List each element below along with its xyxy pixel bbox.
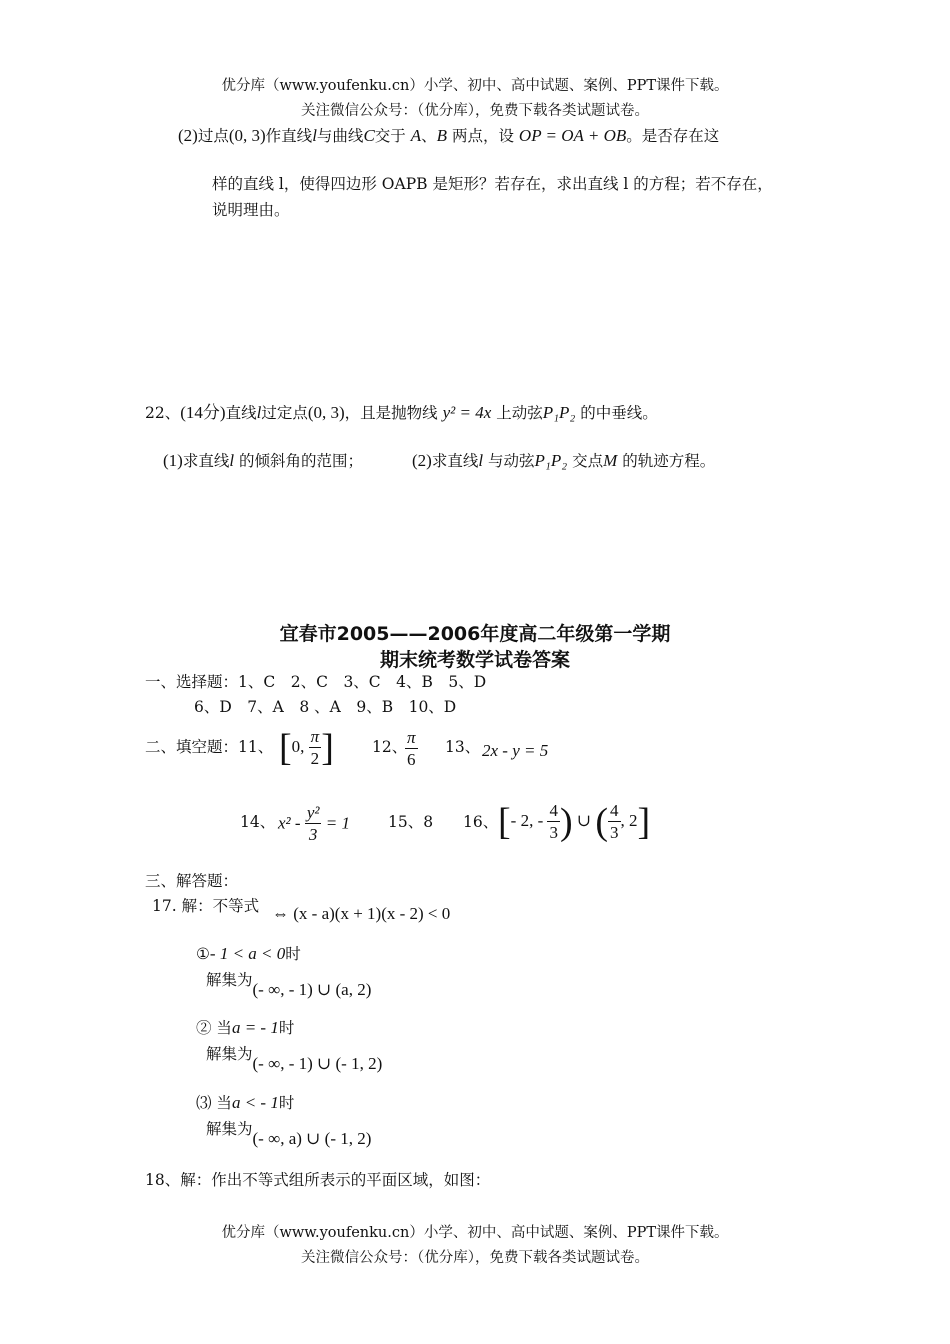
answer-12-fraction [405, 728, 418, 771]
q22-line-l: l [256, 403, 262, 422]
q17-case-2-label: ② 当 [196, 1019, 232, 1037]
q22-part2-mid: 与动弦 [488, 452, 535, 470]
q21-part2-label: (2) [178, 126, 198, 145]
footer-line-1: 优分库（www.youfenku.cn）小学、初中、高中试题、案例、PPT课件下载。 [221, 1225, 729, 1241]
answer-16-left: - 2, - [510, 810, 548, 830]
q17-case-1 [196, 942, 301, 964]
answer-16-fraction-2 [608, 801, 621, 844]
q17-case-3-solution-set: (- ∞, a) ∪ (- 1, 2) [252, 1129, 372, 1148]
q17-case-2-solution-label: 解集为 [206, 1045, 253, 1063]
answer-16-close-paren: ) [559, 801, 573, 843]
answer-14-post: = 1 [321, 813, 350, 833]
q22-part2-mid2: 交点 [572, 452, 604, 470]
q22-part2-l: l [478, 451, 484, 470]
q22-parabola: y² = 4x [442, 403, 492, 422]
answer-13-number: 13、 [445, 738, 481, 756]
q21-text-5: 两点，设 [451, 127, 514, 145]
header-line-1: 优分库（www.youfenku.cn）小学、初中、高中试题、案例、PPT课件下载。 [221, 78, 729, 94]
q17-case-3-shi: 时 [278, 1094, 295, 1112]
answer-14-pre: x² - [278, 813, 305, 833]
answer-13: 2x - y = 5 [482, 741, 549, 760]
q22-number: 22、 [145, 404, 181, 422]
answer-11-open-bracket: [ [279, 727, 292, 769]
q22-part2-m: M [603, 451, 618, 470]
section2-label: 二、填空题：11、 [145, 738, 274, 756]
q17-case-1-shi: 时 [285, 945, 301, 963]
answer-16-f1-num: 4 [549, 800, 558, 820]
q21-part2-line2: 样的直线 l，使得四边形 OAPB 是矩形？若存在，求出直线 l 的方程；若不存在， [212, 175, 773, 193]
q21-curve-c: C [363, 126, 375, 145]
q22-part1 [163, 449, 363, 471]
q21-sep: 、 [421, 127, 437, 145]
q21-text-1: 过点 [197, 127, 229, 145]
q17-case-1-solution-label: 解集为 [206, 971, 253, 989]
answer-14-num: y² [306, 803, 320, 822]
answer-12-number: 12、 [372, 738, 408, 756]
q17-case-2-condition: a = - 1 [231, 1018, 279, 1037]
q21-vector-eq: OP = OA + OB [518, 126, 627, 145]
q17-case-2-shi: 时 [278, 1019, 295, 1037]
q21-line-l: l [312, 126, 317, 145]
answer-11-fraction [309, 727, 322, 770]
q21-text-4: 交于 [374, 127, 406, 145]
answer-16-open-bracket: [ [498, 801, 511, 843]
q21-part2-line3: 说明理由。 [212, 201, 290, 219]
answer-16 [498, 800, 650, 844]
answer-16-fraction-1 [547, 801, 560, 844]
q21-text-2: 作直线 [265, 127, 313, 145]
q17-case-3-solution [206, 1117, 372, 1148]
section1-line-1: 一、选择题：1、C 2、C 3、C 4、B 5、D [145, 673, 487, 691]
q22-part2-chord: P₁P₂ [534, 451, 568, 470]
answer-16-open-paren: ( [595, 801, 609, 843]
answer-16-f2-num: 4 [610, 800, 619, 820]
q17-case-3 [196, 1091, 294, 1113]
q17-case-3-condition: a < - 1 [231, 1093, 279, 1112]
answer-11 [279, 726, 334, 770]
q18-text: 18、解：作出不等式组所表示的平面区域，如图： [145, 1171, 491, 1189]
answer-12-num: π [407, 728, 416, 747]
section3-label: 三、解答题： [145, 872, 239, 890]
answer-14-den: 3 [308, 825, 318, 844]
q22-text-1: 直线 [225, 404, 257, 422]
header-line-2: 关注微信公众号：（优分库），免费下载各类试题试卷。 [301, 103, 649, 119]
q17-case-3-label: ⑶ 当 [196, 1094, 232, 1112]
q22-part2-tail: 的轨迹方程。 [622, 452, 716, 470]
q22-text-3: ，且是抛物线 [344, 404, 438, 422]
q22-part2-text: 求直线 [431, 452, 479, 470]
answer-11-num: π [310, 726, 320, 746]
answer-12-den: 6 [407, 750, 416, 769]
q21-text-3: 与曲线 [316, 127, 364, 145]
q22-part1-label: (1) [163, 451, 183, 470]
q22-part2 [412, 449, 715, 471]
q17-case-1-label: ① [196, 945, 210, 963]
q17-case-2-solution-set: (- ∞, - 1) ∪ (- 1, 2) [252, 1054, 383, 1073]
answers-title-line-1: 宜春市2005——2006年度高二年级第一学期 [279, 623, 671, 645]
q22-text-5: 的中垂线。 [580, 404, 658, 422]
answer-11-den: 2 [310, 748, 320, 768]
q21-text-6: 。是否存在这 [626, 127, 720, 145]
answer-14-fraction [305, 803, 322, 846]
q22-part1-text: 求直线 [182, 452, 230, 470]
answer-12 [405, 728, 418, 771]
q22-part1-l: l [229, 451, 235, 470]
section1-line-2: 6、D 7、A 8 、A 9、B 10、D [194, 698, 457, 716]
q21-point-a: A [410, 126, 422, 145]
q21-point: (0, 3) [228, 126, 266, 145]
answer-15: 15、8 [388, 813, 434, 831]
q22-score: (14分) [180, 403, 226, 422]
answer-11-close-bracket: ] [321, 727, 334, 769]
answers-title-line-2: 期末统考数学试卷答案 [379, 649, 570, 671]
q22-text-4: 上动弦 [496, 404, 543, 422]
footer-line-2: 关注微信公众号：（优分库），免费下载各类试题试卷。 [301, 1250, 649, 1266]
answer-16-union: ∪ [576, 810, 592, 830]
answer-16-f2-den: 3 [610, 822, 619, 842]
q17-case-2 [196, 1016, 294, 1038]
q22-point: (0, 3) [307, 403, 345, 422]
answer-14-number: 14、 [240, 813, 276, 831]
q17-case-1-solution [206, 968, 372, 999]
q22-part2-label: (2) [412, 451, 432, 470]
q17-equivalence: ⇔ (x - a)(x + 1)(x - 2) < 0 [272, 904, 451, 923]
q17-head: 17. 解：不等式 [152, 897, 260, 915]
answer-14 [278, 803, 350, 846]
q17-case-1-condition: - 1 < a < 0 [209, 944, 286, 963]
q21-point-b: B [436, 126, 448, 145]
answer-16-f1-den: 3 [549, 822, 558, 842]
q17-case-1-solution-set: (- ∞, - 1) ∪ (a, 2) [252, 980, 372, 999]
q22-text-2: 过定点 [261, 404, 308, 422]
q22-chord: P₁P₂ [542, 403, 576, 422]
q22-stem [145, 398, 658, 423]
answer-16-number: 16、 [463, 813, 499, 831]
q17-case-3-solution-label: 解集为 [206, 1120, 253, 1138]
q22-part1-tail: 的倾斜角的范围； [239, 452, 364, 470]
q17-case-2-solution [206, 1042, 383, 1073]
answer-11-left: 0, [291, 736, 309, 756]
answer-16-right: , 2 [620, 810, 638, 830]
answer-16-close-bracket: ] [637, 801, 651, 843]
q21-part2-line1 [178, 124, 719, 146]
